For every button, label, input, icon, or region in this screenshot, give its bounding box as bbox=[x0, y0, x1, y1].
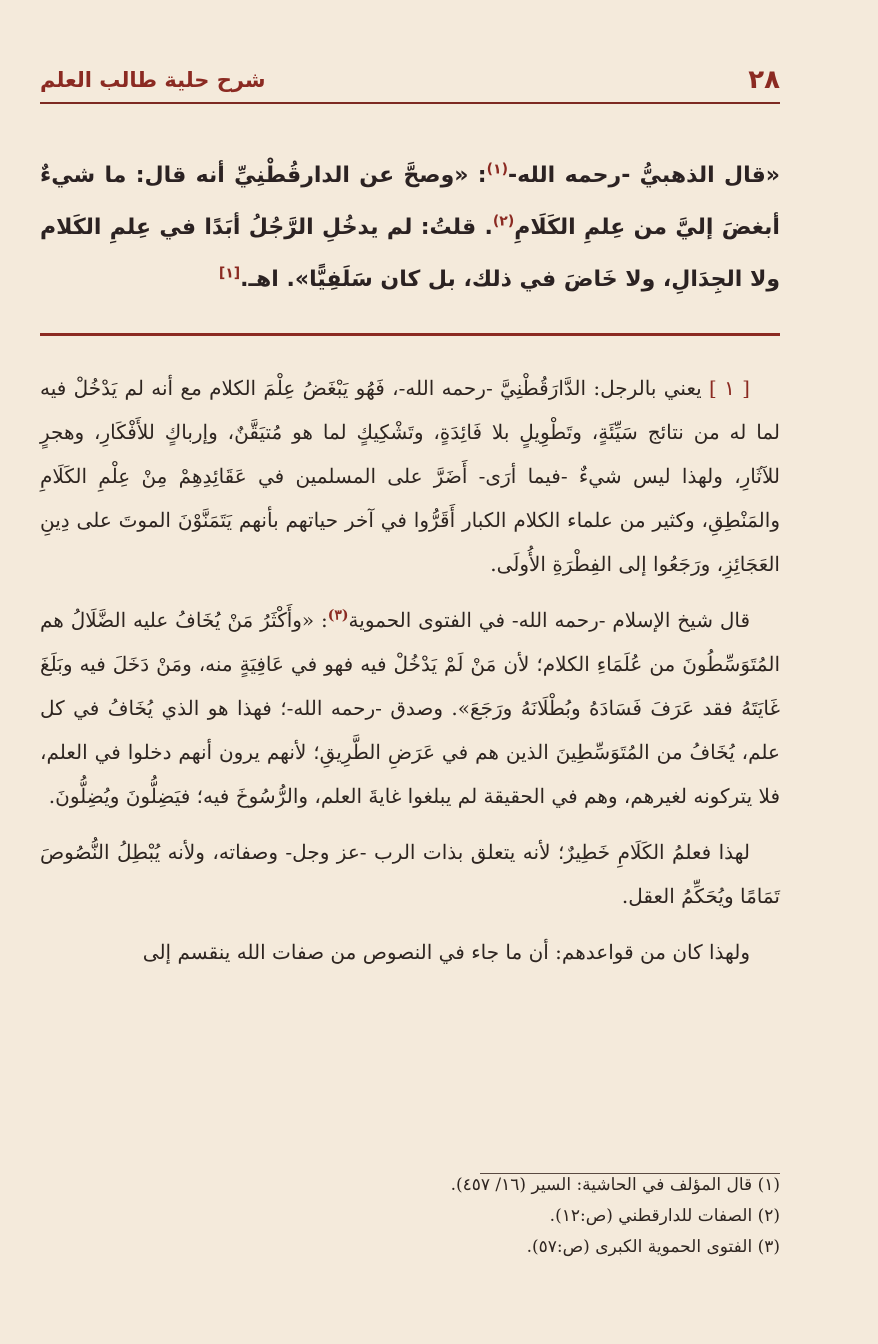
footnote-3: (٣) الفتوى الحموية الكبرى (ص:٥٧). bbox=[526, 1237, 780, 1257]
footnote-1: (١) قال المؤلف في الحاشية: السير (١٦/ ٤٥٧). bbox=[450, 1175, 780, 1195]
comment-ref: [١] bbox=[218, 265, 241, 282]
footnote-ref-1: (١) bbox=[486, 161, 508, 178]
commentary bbox=[40, 366, 780, 986]
commentary-text-1: يعني بالرجل: الدَّارَقُطْنِيَّ -رحمه الله-، فَهُو يَبْغَضُ عِلْمَ الكلام مع أنه لم يَدْخُلْ فيه لما له من نتائج سَيِّئَةٍ، وتَطْوِيلٍ بلا فَائِدَةٍ، وتَشْكِيكٍ لما هو مُتيَقَّنٌ، وإرباكٍ للأَفْكَارِ، وهجرٍ للآثَارِ، ولهذا ليس شيءٌ -فيما أرَى- أَضَرَّ على المسلمين في عَقَائِدِهِمْ مِنْ عِلْمِ الكَلَامِ والمَنْطِقِ، وكثير من علماء الكلام الكبار أَقَرُّوا في آخر حياتهم بأنهم يَتَمَنَّوْنَ الموتَ على دِينِ العَجَائِزِ، ورَجَعُوا إلى الفِطْرَةِ الأُولَى. bbox=[40, 376, 780, 576]
footnote-ref-3: (٣) bbox=[327, 607, 349, 624]
commentary-text-2b: : «وأَكْثَرُ مَنْ يُخَافُ عليه الضَّلَالُ هم المُتَوَسِّطُونَ من عُلَمَاءِ الكلام؛ لأن مَنْ لَمْ يَدْخُلْ فيه فهو في عَافِيَةٍ منه، ومَنْ دَخَلَ فيه وبَلَغَ غَايَتَهُ فقد عَرَفَ فَسَادَهُ وبُطْلَانَهُ ورَجَعَ». وصدق -رحمه الله-؛ فهذا هو الذي يُخَافُ في كل علم، يُخَافُ من المُتَوَسِّطِينَ الذين هم في عَرَضِ الطَّرِيقِ؛ لأنهم يرون أنهم دخلوا في العلم، فلا يتركونه لغيرهم، وهم في الحقيقة لم يبلغوا غايةَ العلم، والرُّسُوخَ فيه؛ فيَضِلُّونَ ويُضِلُّونَ. bbox=[40, 608, 780, 808]
footnotes bbox=[40, 1170, 780, 1263]
comment-marker: [ ١ ] bbox=[708, 376, 750, 400]
commentary-text-2a: قال شيخ الإسلام -رحمه الله- في الفتوى الحموية bbox=[348, 608, 751, 632]
quote-text-b: : «وصحَّ عن الدارقُطْنِيِّ أنه قال: ما شيءٌ أبغضَ إليَّ من عِلمِ الكَلَامِ bbox=[40, 163, 780, 240]
quote-text-c: . قلتُ: لم يدخُلِ الرَّجُلُ أبَدًا في عِلمِ الكَلام ولا الجِدَالِ، ولا خَاضَ في ذلك، بل كان سَلَفِيًّا». اهـ. bbox=[40, 215, 780, 292]
quote-text-a: «قال الذهبيُّ -رحمه الله- bbox=[507, 163, 780, 188]
commentary-paragraph-1 bbox=[40, 366, 780, 586]
footnote-ref-2: (٢) bbox=[492, 213, 515, 230]
section-divider bbox=[40, 333, 780, 336]
commentary-paragraph-3: لهذا فعلمُ الكَلَامِ خَطِيرٌ؛ لأنه يتعلق بذات الرب -عز وجل- وصفاته، ولأنه يُبْطِلُ النُّصُوصَ تَمَامًا ويُحَكِّمُ العقل. bbox=[40, 840, 780, 908]
commentary-paragraph-2 bbox=[40, 598, 780, 818]
footnote-2: (٢) الصفات للدارقطني (ص:١٢). bbox=[549, 1206, 780, 1226]
commentary-paragraph-4: ولهذا كان من قواعدهم: أن ما جاء في النصوص من صفات الله ينقسم إلى bbox=[142, 940, 750, 964]
page-header bbox=[40, 58, 780, 104]
book-title: شرح حلية طالب العلم bbox=[40, 68, 266, 92]
page-number: ٢٨ bbox=[748, 65, 780, 95]
main-quote bbox=[40, 150, 780, 306]
